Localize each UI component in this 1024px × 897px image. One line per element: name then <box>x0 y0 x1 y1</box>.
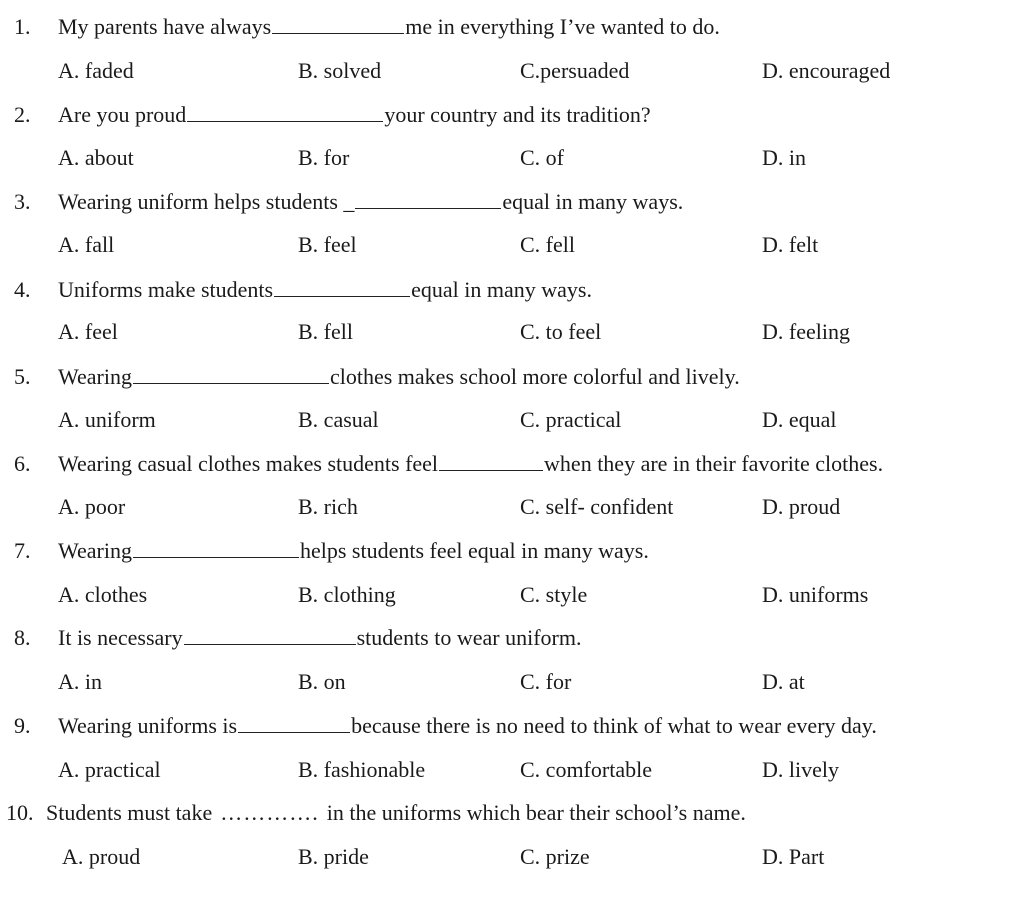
answer-blank <box>133 539 299 558</box>
option-a: A. practical <box>58 757 161 782</box>
option-c: C. practical <box>520 407 622 432</box>
answer-blank <box>184 626 356 645</box>
options-row-9 <box>0 755 1024 785</box>
stem-before: Students must take <box>46 800 213 825</box>
option-d: D. lively <box>762 757 839 782</box>
answer-gap: …………. <box>220 800 319 825</box>
question-stem <box>58 711 877 741</box>
option-b: B. clothing <box>298 582 396 607</box>
question-number: 4. <box>14 277 31 302</box>
stem-before: Uniforms make students <box>58 277 274 302</box>
option-d: D. felt <box>762 232 819 257</box>
option-b: B. for <box>298 145 350 170</box>
question-number: 6. <box>14 451 31 476</box>
question-number: 7. <box>14 538 31 563</box>
question-stem <box>58 449 883 479</box>
option-d: D. encouraged <box>762 58 891 83</box>
question-stem <box>58 362 740 392</box>
question-3 <box>0 187 1024 217</box>
option-b: B. rich <box>298 494 358 519</box>
option-c: C. prize <box>520 844 590 869</box>
stem-after: me in everything I’ve wanted to do. <box>405 14 720 39</box>
stem-before: Wearing <box>58 538 132 563</box>
option-d: D. uniforms <box>762 582 869 607</box>
option-a: A. proud <box>62 844 141 869</box>
question-stem <box>58 623 581 653</box>
options-row-4 <box>0 317 1024 347</box>
option-b: B. on <box>298 669 346 694</box>
stem-after: equal in many ways. <box>411 277 592 302</box>
question-stem <box>58 536 649 566</box>
option-a: A. uniform <box>58 407 156 432</box>
option-a: A. about <box>58 145 134 170</box>
stem-after: helps students feel equal in many ways. <box>299 538 649 563</box>
option-a: A. clothes <box>58 582 148 607</box>
option-a: A. in <box>58 669 102 694</box>
question-number: 8. <box>14 625 31 650</box>
question-stem <box>58 100 651 130</box>
question-number: 10. <box>6 800 34 825</box>
option-a: A. poor <box>58 494 126 519</box>
stem-before: My parents have always <box>58 14 272 39</box>
question-number: 1. <box>14 14 31 39</box>
answer-blank <box>238 714 350 733</box>
option-d: D. at <box>762 669 805 694</box>
question-7 <box>0 536 1024 566</box>
option-d: D. feeling <box>762 319 850 344</box>
stem-before: It is necessary <box>58 625 183 650</box>
option-c: C. of <box>520 145 564 170</box>
options-row-7 <box>0 580 1024 610</box>
question-6 <box>0 449 1024 479</box>
option-b: B. fashionable <box>298 757 426 782</box>
question-10 <box>0 798 1024 828</box>
stem-after: clothes makes school more colorful and lively. <box>329 364 740 389</box>
answer-blank <box>133 365 329 384</box>
answer-blank <box>439 452 543 471</box>
option-a: A. fall <box>58 232 115 257</box>
option-d: D. in <box>762 145 806 170</box>
question-9 <box>0 711 1024 741</box>
option-c: C. self- confident <box>520 494 674 519</box>
options-row-1 <box>0 56 1024 86</box>
answer-blank <box>272 15 404 34</box>
option-c: C. fell <box>520 232 575 257</box>
stem-before: Wearing casual clothes makes students feel <box>58 451 439 476</box>
question-stem <box>58 187 683 217</box>
question-4 <box>0 275 1024 305</box>
options-row-2 <box>0 143 1024 173</box>
question-number: 3. <box>14 189 31 214</box>
question-number: 5. <box>14 364 31 389</box>
stem-after: when they are in their favorite clothes. <box>544 451 884 476</box>
question-1 <box>0 12 1024 42</box>
question-stem <box>58 12 720 42</box>
option-d: D. Part <box>762 844 825 869</box>
stem-before: Wearing uniforms is <box>58 713 238 738</box>
question-number: 2. <box>14 102 31 127</box>
option-c: C. to feel <box>520 319 602 344</box>
stem-before: Wearing uniform helps students _ <box>58 189 355 214</box>
option-d: D. proud <box>762 494 841 519</box>
stem-after: your country and its tradition? <box>384 102 651 127</box>
option-b: B. feel <box>298 232 357 257</box>
options-row-8 <box>0 667 1024 697</box>
options-row-10 <box>0 842 1024 872</box>
option-c: C. for <box>520 669 572 694</box>
option-b: B. solved <box>298 58 382 83</box>
answer-blank <box>274 278 410 297</box>
question-5 <box>0 362 1024 392</box>
stem-before: Are you proud <box>58 102 187 127</box>
option-b: B. fell <box>298 319 353 344</box>
stem-after: because there is no need to think of what to wear every day. <box>351 713 877 738</box>
option-c: C. style <box>520 582 588 607</box>
options-row-5 <box>0 405 1024 435</box>
question-number: 9. <box>14 713 31 738</box>
option-c: C.persuaded <box>520 58 630 83</box>
answer-blank <box>187 103 383 122</box>
option-c: C. comfortable <box>520 757 652 782</box>
stem-after: equal in many ways. <box>502 189 684 214</box>
question-2 <box>0 100 1024 130</box>
stem-after: in the uniforms which bear their school’s name. <box>326 800 746 825</box>
options-row-3 <box>0 230 1024 260</box>
question-stem <box>58 275 592 305</box>
question-8 <box>0 623 1024 653</box>
option-a: A. faded <box>58 58 134 83</box>
answer-blank <box>355 190 501 209</box>
option-b: B. pride <box>298 844 369 869</box>
stem-after: students to wear uniform. <box>356 625 582 650</box>
option-d: D. equal <box>762 407 837 432</box>
options-row-6 <box>0 492 1024 522</box>
option-b: B. casual <box>298 407 379 432</box>
option-a: A. feel <box>58 319 118 344</box>
question-stem <box>46 798 746 828</box>
stem-before: Wearing <box>58 364 132 389</box>
